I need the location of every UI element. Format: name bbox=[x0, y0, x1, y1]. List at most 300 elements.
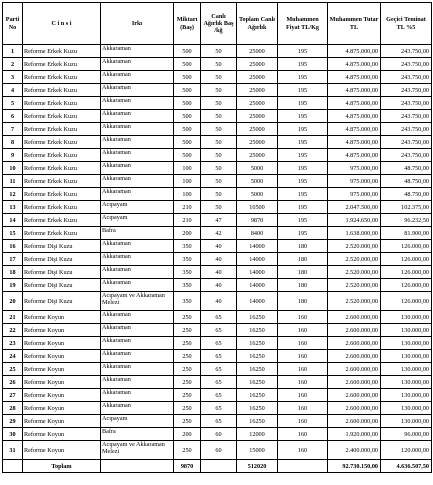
cell-cinsi: Reforme Dişi Kuzu bbox=[23, 292, 101, 311]
cell-tutar: 2.520.000,00 bbox=[328, 253, 381, 266]
cell-teminat: 130.000,00 bbox=[381, 350, 432, 363]
cell-teminat: 126.000,00 bbox=[381, 240, 432, 253]
cell-miktar: 250 bbox=[174, 376, 201, 389]
cell-tutar: 975.000,00 bbox=[328, 162, 381, 175]
cell-tutar: 4.875.000,00 bbox=[328, 136, 381, 149]
cell-cinsi: Reforme Erkek Kuzu bbox=[23, 227, 101, 240]
cell-canli-agirlik: 65 bbox=[201, 311, 237, 324]
cell-parti-no: 23 bbox=[3, 337, 23, 350]
cell-miktar: 100 bbox=[174, 162, 201, 175]
cell-irki: Akkaraman bbox=[101, 71, 174, 84]
cell-tutar: 1.924.650,00 bbox=[328, 214, 381, 227]
cell-miktar: 500 bbox=[174, 123, 201, 136]
cell-toplam-canli: 5000 bbox=[237, 188, 278, 201]
cell-irki: Akkaraman bbox=[101, 389, 174, 402]
cell-tutar: 2.520.000,00 bbox=[328, 279, 381, 292]
cell-cinsi: Reforme Erkek Kuzu bbox=[23, 201, 101, 214]
cell-cinsi: Reforme Dişi Kuzu bbox=[23, 253, 101, 266]
cell-toplam-canli: 25000 bbox=[237, 136, 278, 149]
cell-irki: Acıpayam bbox=[101, 415, 174, 428]
cell-parti-no: 21 bbox=[3, 311, 23, 324]
cell-toplam-canli: 25000 bbox=[237, 110, 278, 123]
cell-irki: Akkaraman bbox=[101, 149, 174, 162]
table-row bbox=[3, 214, 432, 227]
cell-miktar: 250 bbox=[174, 402, 201, 415]
cell-parti-no: 29 bbox=[3, 415, 23, 428]
cell-parti-no: 6 bbox=[3, 110, 23, 123]
table-row bbox=[3, 240, 432, 253]
cell-miktar: 100 bbox=[174, 188, 201, 201]
table-row bbox=[3, 266, 432, 279]
cell-canli-agirlik: 50 bbox=[201, 45, 237, 58]
cell-toplam-canli: 25000 bbox=[237, 97, 278, 110]
table-row bbox=[3, 279, 432, 292]
cell-parti-no: 22 bbox=[3, 324, 23, 337]
table-row bbox=[3, 292, 432, 311]
total-empty-canli bbox=[201, 460, 237, 473]
table-row bbox=[3, 441, 432, 460]
cell-canli-agirlik: 40 bbox=[201, 266, 237, 279]
cell-tutar: 4.875.000,00 bbox=[328, 84, 381, 97]
total-empty-cell bbox=[3, 460, 23, 473]
cell-toplam-canli: 9870 bbox=[237, 214, 278, 227]
cell-cinsi: Reforme Koyun bbox=[23, 350, 101, 363]
cell-parti-no: 2 bbox=[3, 58, 23, 71]
cell-irki: Akkaraman bbox=[101, 188, 174, 201]
cell-tutar: 4.875.000,00 bbox=[328, 58, 381, 71]
cell-cinsi: Reforme Erkek Kuzu bbox=[23, 84, 101, 97]
cell-parti-no: 17 bbox=[3, 253, 23, 266]
cell-tutar: 975.000,00 bbox=[328, 188, 381, 201]
cell-canli-agirlik: 40 bbox=[201, 292, 237, 311]
total-label: Toplam bbox=[23, 460, 101, 473]
cell-cinsi: Reforme Erkek Kuzu bbox=[23, 110, 101, 123]
cell-teminat: 48.750,00 bbox=[381, 175, 432, 188]
cell-tutar: 2.600.000,00 bbox=[328, 337, 381, 350]
cell-canli-agirlik: 50 bbox=[201, 175, 237, 188]
cell-canli-agirlik: 50 bbox=[201, 149, 237, 162]
cell-fiyat: 160 bbox=[278, 324, 328, 337]
table-row bbox=[3, 415, 432, 428]
cell-toplam-canli: 25000 bbox=[237, 149, 278, 162]
cell-parti-no: 16 bbox=[3, 240, 23, 253]
table-row bbox=[3, 201, 432, 214]
cell-tutar: 1.920.000,00 bbox=[328, 428, 381, 441]
livestock-sale-table bbox=[2, 2, 432, 473]
cell-cinsi: Reforme Koyun bbox=[23, 376, 101, 389]
cell-teminat: 130.000,00 bbox=[381, 402, 432, 415]
cell-fiyat: 195 bbox=[278, 97, 328, 110]
cell-cinsi: Reforme Koyun bbox=[23, 337, 101, 350]
cell-parti-no: 15 bbox=[3, 227, 23, 240]
cell-cinsi: Reforme Erkek Kuzu bbox=[23, 71, 101, 84]
header-miktari: Miktarı (Baş) bbox=[174, 3, 201, 45]
cell-fiyat: 195 bbox=[278, 149, 328, 162]
cell-miktar: 500 bbox=[174, 149, 201, 162]
table-row bbox=[3, 84, 432, 97]
cell-teminat: 130.000,00 bbox=[381, 311, 432, 324]
table-row bbox=[3, 136, 432, 149]
table-row bbox=[3, 324, 432, 337]
cell-miktar: 250 bbox=[174, 311, 201, 324]
cell-fiyat: 160 bbox=[278, 337, 328, 350]
cell-tutar: 2.600.000,00 bbox=[328, 402, 381, 415]
cell-fiyat: 160 bbox=[278, 363, 328, 376]
cell-cinsi: Reforme Erkek Kuzu bbox=[23, 188, 101, 201]
cell-toplam-canli: 25000 bbox=[237, 84, 278, 97]
cell-miktar: 500 bbox=[174, 58, 201, 71]
cell-irki: Akkaraman bbox=[101, 253, 174, 266]
header-muhammen-fiyat: Muhammen Fiyat TL/Kg bbox=[278, 3, 328, 45]
cell-toplam-canli: 15000 bbox=[237, 441, 278, 460]
header-cinsi: C i n s i bbox=[23, 3, 101, 45]
cell-toplam-canli: 14000 bbox=[237, 253, 278, 266]
cell-toplam-canli: 5000 bbox=[237, 162, 278, 175]
cell-fiyat: 195 bbox=[278, 214, 328, 227]
cell-canli-agirlik: 60 bbox=[201, 428, 237, 441]
cell-fiyat: 160 bbox=[278, 402, 328, 415]
cell-tutar: 975.000,00 bbox=[328, 175, 381, 188]
table-row bbox=[3, 376, 432, 389]
cell-teminat: 96.232,50 bbox=[381, 214, 432, 227]
cell-cinsi: Reforme Koyun bbox=[23, 428, 101, 441]
cell-irki: Akkaraman bbox=[101, 45, 174, 58]
table-body bbox=[3, 45, 432, 460]
cell-tutar: 2.520.000,00 bbox=[328, 266, 381, 279]
cell-irki: Bafra bbox=[101, 227, 174, 240]
cell-toplam-canli: 14000 bbox=[237, 279, 278, 292]
cell-cinsi: Reforme Erkek Kuzu bbox=[23, 175, 101, 188]
cell-toplam-canli: 25000 bbox=[237, 45, 278, 58]
cell-miktar: 200 bbox=[174, 428, 201, 441]
cell-parti-no: 9 bbox=[3, 149, 23, 162]
cell-cinsi: Reforme Koyun bbox=[23, 441, 101, 460]
cell-toplam-canli: 16250 bbox=[237, 311, 278, 324]
cell-parti-no: 18 bbox=[3, 266, 23, 279]
cell-fiyat: 180 bbox=[278, 266, 328, 279]
cell-canli-agirlik: 47 bbox=[201, 214, 237, 227]
cell-cinsi: Reforme Koyun bbox=[23, 363, 101, 376]
cell-miktar: 500 bbox=[174, 110, 201, 123]
cell-miktar: 210 bbox=[174, 214, 201, 227]
cell-tutar: 4.875.000,00 bbox=[328, 110, 381, 123]
cell-teminat: 81.900,00 bbox=[381, 227, 432, 240]
cell-canli-agirlik: 65 bbox=[201, 402, 237, 415]
cell-toplam-canli: 25000 bbox=[237, 71, 278, 84]
cell-tutar: 4.875.000,00 bbox=[328, 123, 381, 136]
table-row bbox=[3, 110, 432, 123]
cell-toplam-canli: 16250 bbox=[237, 402, 278, 415]
cell-irki: Akkaraman bbox=[101, 136, 174, 149]
cell-miktar: 250 bbox=[174, 324, 201, 337]
cell-teminat: 126.000,00 bbox=[381, 266, 432, 279]
cell-irki: Akkaraman bbox=[101, 311, 174, 324]
cell-irki: Akkaraman bbox=[101, 110, 174, 123]
cell-fiyat: 195 bbox=[278, 84, 328, 97]
cell-canli-agirlik: 65 bbox=[201, 350, 237, 363]
cell-teminat: 243.750,00 bbox=[381, 97, 432, 110]
cell-irki: Akkaraman bbox=[101, 279, 174, 292]
cell-irki: Akkaraman bbox=[101, 402, 174, 415]
table-row bbox=[3, 149, 432, 162]
cell-miktar: 250 bbox=[174, 350, 201, 363]
cell-teminat: 243.750,00 bbox=[381, 136, 432, 149]
table-row bbox=[3, 311, 432, 324]
cell-toplam-canli: 8400 bbox=[237, 227, 278, 240]
cell-teminat: 126.000,00 bbox=[381, 253, 432, 266]
cell-miktar: 500 bbox=[174, 97, 201, 110]
table-row bbox=[3, 71, 432, 84]
cell-teminat: 243.750,00 bbox=[381, 71, 432, 84]
table-row bbox=[3, 45, 432, 58]
cell-canli-agirlik: 60 bbox=[201, 441, 237, 460]
table-row bbox=[3, 58, 432, 71]
cell-fiyat: 160 bbox=[278, 311, 328, 324]
cell-tutar: 2.400.000,00 bbox=[328, 441, 381, 460]
cell-teminat: 130.000,00 bbox=[381, 363, 432, 376]
table-row bbox=[3, 337, 432, 350]
table-row bbox=[3, 162, 432, 175]
cell-toplam-canli: 16250 bbox=[237, 324, 278, 337]
cell-fiyat: 195 bbox=[278, 175, 328, 188]
cell-miktar: 250 bbox=[174, 337, 201, 350]
cell-fiyat: 195 bbox=[278, 188, 328, 201]
cell-irki: Akkaraman bbox=[101, 97, 174, 110]
cell-irki: Akkaraman bbox=[101, 324, 174, 337]
cell-teminat: 243.750,00 bbox=[381, 149, 432, 162]
cell-miktar: 210 bbox=[174, 201, 201, 214]
cell-tutar: 2.600.000,00 bbox=[328, 324, 381, 337]
cell-parti-no: 5 bbox=[3, 97, 23, 110]
cell-fiyat: 195 bbox=[278, 227, 328, 240]
cell-fiyat: 180 bbox=[278, 240, 328, 253]
total-toplam-canli: 512020 bbox=[237, 460, 278, 473]
cell-fiyat: 195 bbox=[278, 45, 328, 58]
cell-cinsi: Reforme Koyun bbox=[23, 415, 101, 428]
table-row bbox=[3, 123, 432, 136]
cell-miktar: 100 bbox=[174, 175, 201, 188]
table-header bbox=[3, 3, 432, 45]
cell-teminat: 48.750,00 bbox=[381, 162, 432, 175]
cell-irki: Akkaraman bbox=[101, 175, 174, 188]
cell-teminat: 96.000,00 bbox=[381, 428, 432, 441]
document-page bbox=[2, 2, 431, 473]
cell-teminat: 130.000,00 bbox=[381, 376, 432, 389]
cell-fiyat: 160 bbox=[278, 376, 328, 389]
cell-toplam-canli: 16250 bbox=[237, 376, 278, 389]
table-row bbox=[3, 97, 432, 110]
cell-cinsi: Reforme Koyun bbox=[23, 389, 101, 402]
cell-canli-agirlik: 50 bbox=[201, 97, 237, 110]
cell-miktar: 250 bbox=[174, 389, 201, 402]
cell-teminat: 130.000,00 bbox=[381, 415, 432, 428]
cell-miktar: 250 bbox=[174, 363, 201, 376]
cell-canli-agirlik: 65 bbox=[201, 324, 237, 337]
table-row bbox=[3, 188, 432, 201]
cell-irki: Akkaraman bbox=[101, 337, 174, 350]
cell-miktar: 200 bbox=[174, 227, 201, 240]
header-irki: Irkı bbox=[101, 3, 174, 45]
cell-cinsi: Reforme Erkek Kuzu bbox=[23, 45, 101, 58]
cell-toplam-canli: 16250 bbox=[237, 415, 278, 428]
cell-parti-no: 28 bbox=[3, 402, 23, 415]
cell-toplam-canli: 16250 bbox=[237, 389, 278, 402]
header-toplam-canli-agirlik: Toplam Canlı Ağırlık bbox=[237, 3, 278, 45]
cell-canli-agirlik: 50 bbox=[201, 110, 237, 123]
cell-parti-no: 1 bbox=[3, 45, 23, 58]
cell-miktar: 500 bbox=[174, 45, 201, 58]
cell-toplam-canli: 14000 bbox=[237, 240, 278, 253]
cell-fiyat: 195 bbox=[278, 162, 328, 175]
cell-irki: Acıpayam ve Akkaraman Melezi bbox=[101, 292, 174, 311]
cell-cinsi: Reforme Erkek Kuzu bbox=[23, 123, 101, 136]
cell-tutar: 2.520.000,00 bbox=[328, 292, 381, 311]
cell-fiyat: 195 bbox=[278, 110, 328, 123]
header-canli-agirlik: Canlı Ağırlık Baş /kğ bbox=[201, 3, 237, 45]
cell-toplam-canli: 16250 bbox=[237, 350, 278, 363]
cell-fiyat: 195 bbox=[278, 71, 328, 84]
cell-miktar: 500 bbox=[174, 84, 201, 97]
cell-parti-no: 25 bbox=[3, 363, 23, 376]
cell-irki: Akkaraman bbox=[101, 376, 174, 389]
cell-cinsi: Reforme Koyun bbox=[23, 311, 101, 324]
cell-parti-no: 27 bbox=[3, 389, 23, 402]
cell-irki: Bafra bbox=[101, 428, 174, 441]
cell-miktar: 350 bbox=[174, 266, 201, 279]
table-row bbox=[3, 363, 432, 376]
cell-parti-no: 7 bbox=[3, 123, 23, 136]
cell-fiyat: 195 bbox=[278, 136, 328, 149]
cell-canli-agirlik: 50 bbox=[201, 58, 237, 71]
table-row bbox=[3, 350, 432, 363]
cell-miktar: 250 bbox=[174, 415, 201, 428]
total-miktar: 9870 bbox=[174, 460, 201, 473]
cell-parti-no: 8 bbox=[3, 136, 23, 149]
cell-canli-agirlik: 50 bbox=[201, 162, 237, 175]
cell-toplam-canli: 25000 bbox=[237, 123, 278, 136]
cell-canli-agirlik: 65 bbox=[201, 337, 237, 350]
cell-parti-no: 20 bbox=[3, 292, 23, 311]
cell-tutar: 2.047.500,00 bbox=[328, 201, 381, 214]
header-muhammen-tutar: Muhammen Tutar TL bbox=[328, 3, 381, 45]
cell-miktar: 500 bbox=[174, 71, 201, 84]
cell-parti-no: 14 bbox=[3, 214, 23, 227]
cell-miktar: 250 bbox=[174, 441, 201, 460]
cell-toplam-canli: 25000 bbox=[237, 58, 278, 71]
cell-toplam-canli: 14000 bbox=[237, 292, 278, 311]
cell-fiyat: 180 bbox=[278, 253, 328, 266]
cell-tutar: 4.875.000,00 bbox=[328, 71, 381, 84]
cell-fiyat: 180 bbox=[278, 279, 328, 292]
cell-fiyat: 195 bbox=[278, 201, 328, 214]
cell-tutar: 2.600.000,00 bbox=[328, 415, 381, 428]
total-row bbox=[3, 460, 432, 473]
cell-irki: Akkaraman bbox=[101, 58, 174, 71]
cell-canli-agirlik: 40 bbox=[201, 279, 237, 292]
cell-irki: Akkaraman bbox=[101, 363, 174, 376]
cell-cinsi: Reforme Koyun bbox=[23, 402, 101, 415]
cell-tutar: 2.600.000,00 bbox=[328, 363, 381, 376]
cell-parti-no: 26 bbox=[3, 376, 23, 389]
cell-irki: Akkaraman bbox=[101, 350, 174, 363]
cell-irki: Akkaraman bbox=[101, 162, 174, 175]
cell-teminat: 130.000,00 bbox=[381, 337, 432, 350]
cell-miktar: 350 bbox=[174, 279, 201, 292]
cell-irki: Akkaraman bbox=[101, 266, 174, 279]
cell-parti-no: 11 bbox=[3, 175, 23, 188]
cell-canli-agirlik: 65 bbox=[201, 389, 237, 402]
cell-tutar: 2.520.000,00 bbox=[328, 240, 381, 253]
cell-fiyat: 160 bbox=[278, 389, 328, 402]
cell-parti-no: 30 bbox=[3, 428, 23, 441]
cell-parti-no: 12 bbox=[3, 188, 23, 201]
cell-teminat: 126.000,00 bbox=[381, 292, 432, 311]
cell-parti-no: 4 bbox=[3, 84, 23, 97]
cell-cinsi: Reforme Erkek Kuzu bbox=[23, 136, 101, 149]
cell-fiyat: 180 bbox=[278, 292, 328, 311]
cell-irki: Acıpayam bbox=[101, 201, 174, 214]
cell-cinsi: Reforme Dişi Kuzu bbox=[23, 279, 101, 292]
cell-canli-agirlik: 50 bbox=[201, 84, 237, 97]
cell-canli-agirlik: 50 bbox=[201, 123, 237, 136]
cell-tutar: 4.875.000,00 bbox=[328, 97, 381, 110]
cell-cinsi: Reforme Dişi Kuzu bbox=[23, 266, 101, 279]
cell-teminat: 130.000,00 bbox=[381, 389, 432, 402]
cell-miktar: 350 bbox=[174, 292, 201, 311]
cell-toplam-canli: 12000 bbox=[237, 428, 278, 441]
cell-cinsi: Reforme Erkek Kuzu bbox=[23, 97, 101, 110]
cell-toplam-canli: 16250 bbox=[237, 337, 278, 350]
total-teminat: 4.636.507,50 bbox=[381, 460, 432, 473]
total-tutar: 92.730.150,00 bbox=[328, 460, 381, 473]
header-gecici-teminat: Geçici Teminat TL %5 bbox=[381, 3, 432, 45]
cell-canli-agirlik: 40 bbox=[201, 240, 237, 253]
cell-fiyat: 160 bbox=[278, 350, 328, 363]
table-row bbox=[3, 428, 432, 441]
cell-teminat: 120.000,00 bbox=[381, 441, 432, 460]
cell-cinsi: Reforme Dişi Kuzu bbox=[23, 240, 101, 253]
cell-canli-agirlik: 50 bbox=[201, 71, 237, 84]
cell-teminat: 243.750,00 bbox=[381, 45, 432, 58]
table-row bbox=[3, 389, 432, 402]
cell-miktar: 350 bbox=[174, 253, 201, 266]
cell-cinsi: Reforme Erkek Kuzu bbox=[23, 162, 101, 175]
cell-irki: Acıpayam bbox=[101, 214, 174, 227]
cell-toplam-canli: 5000 bbox=[237, 175, 278, 188]
cell-fiyat: 195 bbox=[278, 123, 328, 136]
cell-canli-agirlik: 50 bbox=[201, 188, 237, 201]
cell-parti-no: 10 bbox=[3, 162, 23, 175]
cell-tutar: 4.875.000,00 bbox=[328, 45, 381, 58]
cell-fiyat: 160 bbox=[278, 428, 328, 441]
cell-teminat: 243.750,00 bbox=[381, 123, 432, 136]
cell-irki: Acıpayam ve Akkaraman Melezi bbox=[101, 441, 174, 460]
cell-parti-no: 24 bbox=[3, 350, 23, 363]
cell-fiyat: 160 bbox=[278, 441, 328, 460]
cell-tutar: 2.600.000,00 bbox=[328, 311, 381, 324]
cell-fiyat: 195 bbox=[278, 58, 328, 71]
cell-teminat: 243.750,00 bbox=[381, 58, 432, 71]
cell-canli-agirlik: 40 bbox=[201, 253, 237, 266]
cell-parti-no: 19 bbox=[3, 279, 23, 292]
cell-parti-no: 3 bbox=[3, 71, 23, 84]
cell-canli-agirlik: 65 bbox=[201, 415, 237, 428]
cell-teminat: 243.750,00 bbox=[381, 84, 432, 97]
cell-canli-agirlik: 50 bbox=[201, 201, 237, 214]
cell-teminat: 130.000,00 bbox=[381, 324, 432, 337]
cell-irki: Akkaraman bbox=[101, 123, 174, 136]
table-row bbox=[3, 227, 432, 240]
